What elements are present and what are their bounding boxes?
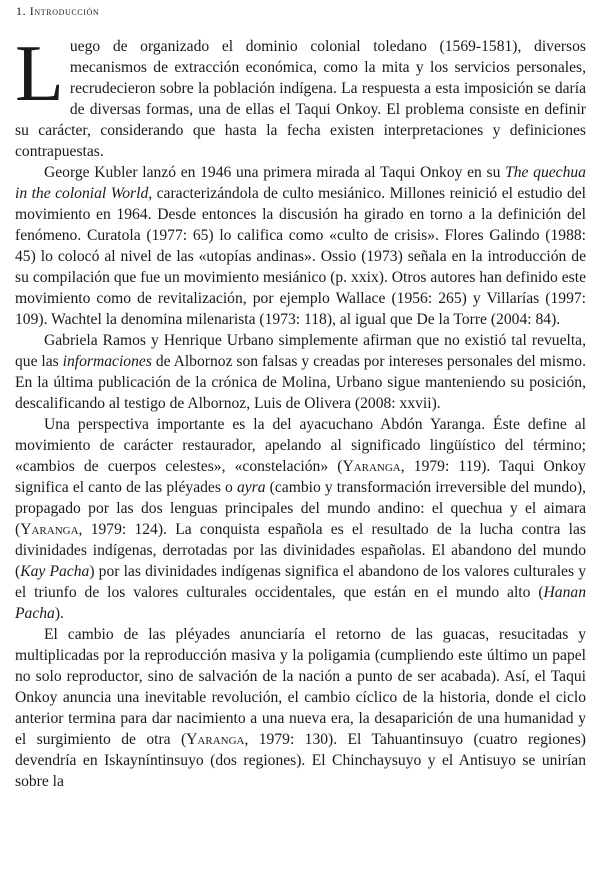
italic-term: ayra (236, 479, 266, 496)
paragraph-text: ) por las divinidades indígenas significa el abandono de los valores culturales y el triunfo de los valores culturales occidentales, que están en el mundo alto ( (15, 563, 586, 601)
page-body (15, 30, 587, 792)
author-citation: Yaranga (342, 458, 401, 475)
author-citation: Yaranga (20, 521, 79, 538)
paragraph-1 (15, 30, 586, 162)
paragraph-text: ). (54, 605, 64, 622)
italic-term: Kay Pacha (20, 563, 90, 580)
italic-term: informaciones (62, 353, 152, 370)
paragraph-text: , 1979: 119). Taqui Onkoy significa el canto de las pléyades o (15, 458, 586, 496)
paragraph-text: , 1979: 124). La conquista española es el resultado de la lucha contra las divinidades indígenas, derrotadas por las divinidades españolas. El abandono del mundo ( (15, 521, 586, 580)
paragraph-text: El cambio de las pléyades anunciaría el retorno de las guacas, resucitadas y multiplicadas por la reproducción masiva y la poligamia (cumpliendo este último un papel no solo reproductor, sino de salvación de la nación a punto de ser acabada). Así, el Taqui Onkoy anuncia una inevitable revolución, el cambio cíclico de la historia, donde el ciclo anterior termina para dar nacimiento a una nueva era, la desaparición de una humanidad y el surgimiento de otra ( (15, 626, 586, 748)
paragraph-text: (cambio y transformación irreversible del mundo), propagado por las dos lenguas principales del mundo andino: el quechua y el aimara ( (15, 479, 586, 538)
book-page (15, 0, 586, 895)
book-title: The quechua in the colonial World, (15, 164, 586, 202)
paragraph-text: uego de organizado el dominio colonial toledano (1569-1581), diversos mecanismos de extracción económica, como la mita y los servicios personales, recrudecieron sobre la población indígena. La respuesta a esta imposición se daría de diversas formas, una de ellas el Taqui Onkoy. El problema consiste en definir su carácter, considerando que hasta la fecha existen interpretaciones y definiciones contrapuestas. (15, 38, 586, 160)
italic-term: Hanan Pacha (15, 584, 586, 622)
paragraph-4 (15, 414, 586, 624)
paragraph-text: Una perspectiva importante es la del ayacuchano Abdón Yaranga. Éste define al movimiento de carácter restaurador, apelando al significado lingüístico del término; «cambios de cuerpos celestes», «constelación» ( (15, 416, 586, 475)
paragraph-text: George Kubler lanzó en 1946 una primera mirada al Taqui Onkoy en su (44, 164, 506, 181)
paragraph-text: de Albornoz son falsas y creadas por intereses personales del mismo. En la última publicación de la crónica de Molina, Urbano sigue manteniendo su posición, descalificando al testigo de Albornoz, Luis de Olivera (2008: xxvii). (15, 353, 586, 412)
author-citation: Yaranga (186, 731, 245, 748)
drop-cap: L (15, 30, 64, 118)
paragraph-text: Gabriela Ramos y Henrique Urbano simplemente afirman que no existió tal revuelta, que las (15, 332, 586, 370)
section-header: 1. Introducción (16, 4, 100, 18)
paragraph-text: , 1979: 130). El Tahuantinsuyo (cuatro regiones) devendría en Iskayníntinsuyo (dos regiones). El Chinchaysuyo y el Antisuyo se unirían sobre la (15, 731, 587, 790)
paragraph-5 (15, 624, 586, 792)
paragraph-text: caracterizándola de culto mesiánico. Millones reinició el estudio del movimiento en 1964. Desde entonces la discusión ha girado en torno a la definición del fenómeno. Curatola (1977: 65) lo califica como «culto de crisis». Flores Galindo (1988: 45) lo colocó al nivel de las «utopías andinas». Ossio (1973) señala en la introducción de su compilación que fue un movimiento mesiánico (p. xxix). Otros autores han definido este movimiento como de revitalización, por ejemplo Wallace (1956: 265) y Villarías (1997: 109). Wachtel la denomina milenarista (1973: 118), al igual que De la Torre (2004: 84). (15, 185, 586, 328)
paragraph-3 (15, 330, 586, 414)
paragraph-2 (15, 162, 586, 330)
